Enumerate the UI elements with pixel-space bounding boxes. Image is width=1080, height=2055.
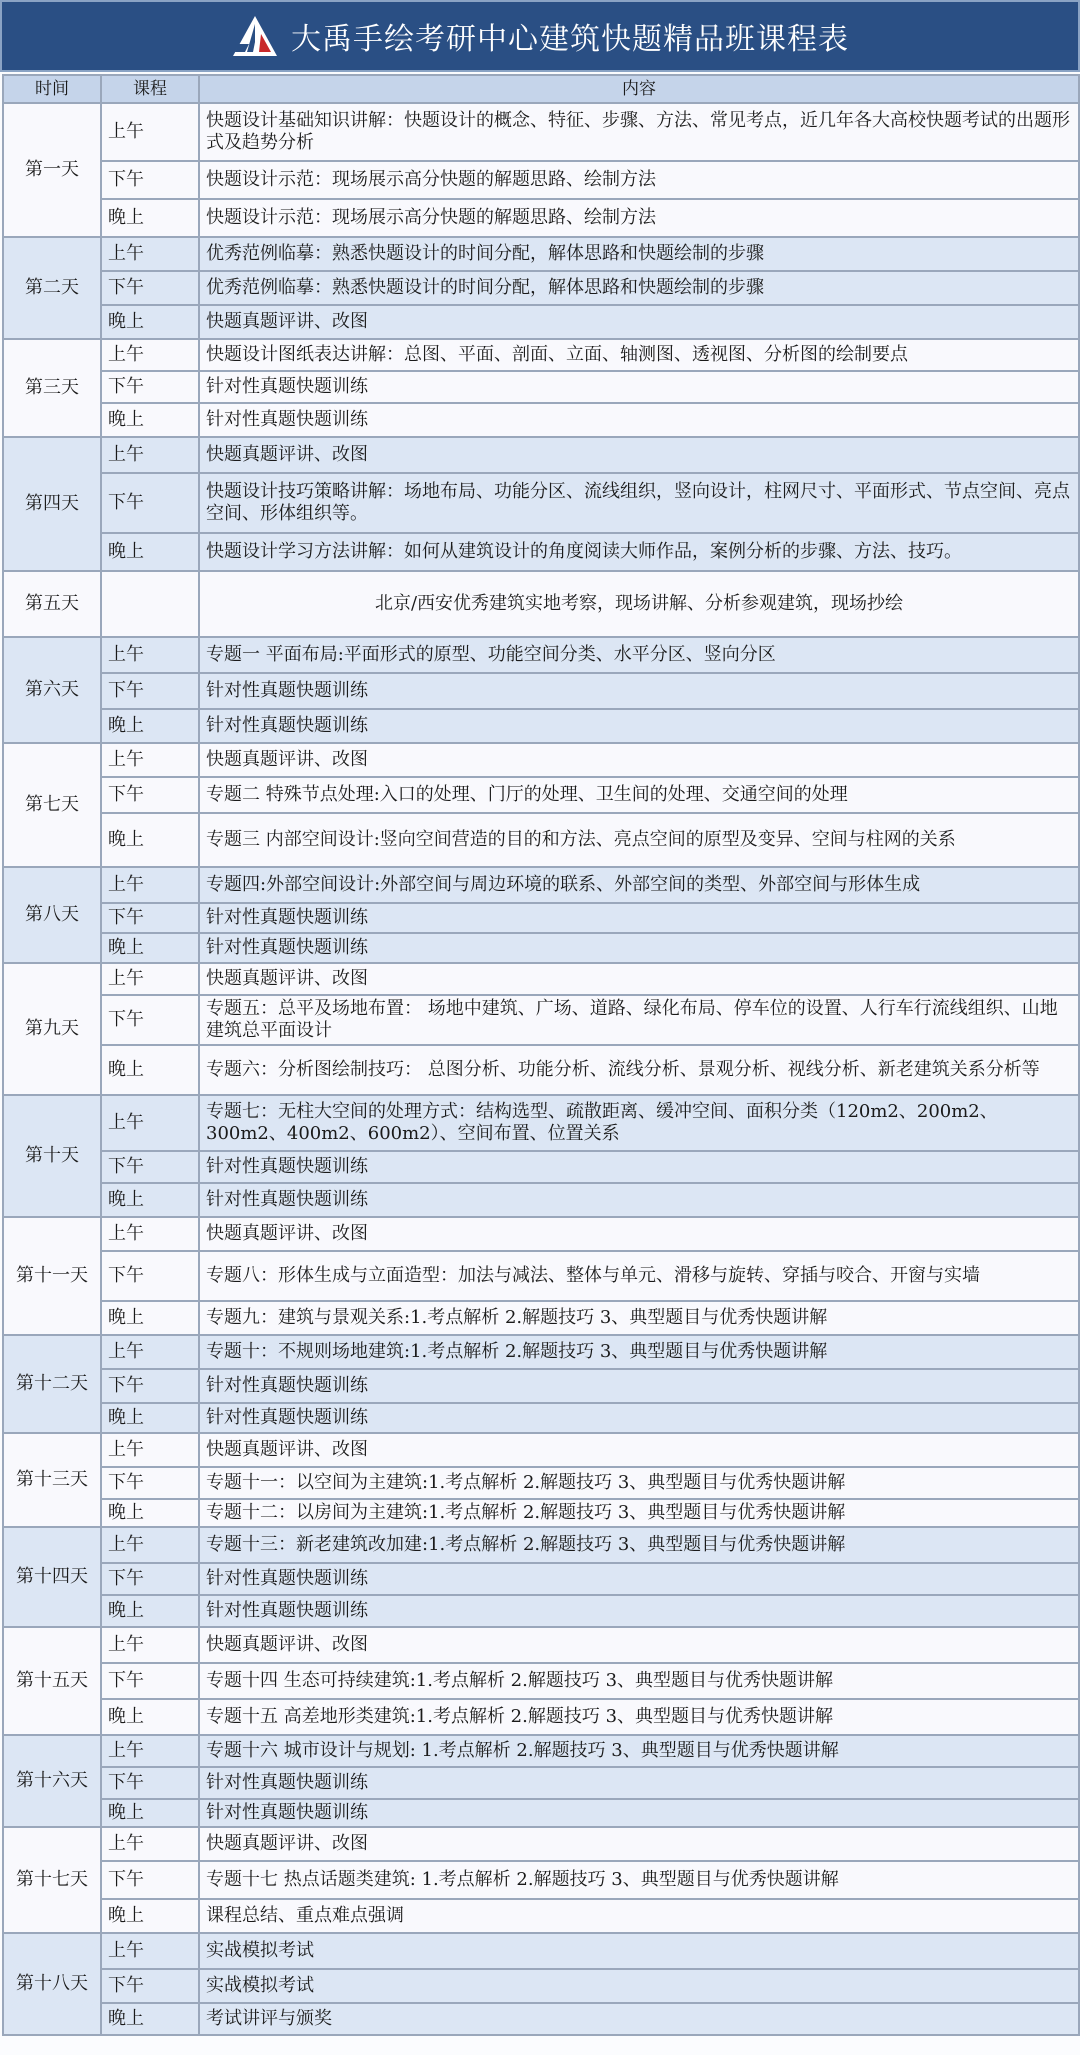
table-row — [3, 709, 1079, 743]
table-row — [3, 903, 1079, 933]
table-row — [3, 271, 1079, 305]
table-row — [3, 1301, 1079, 1335]
table-row — [3, 743, 1079, 777]
dayu-logo-icon — [231, 14, 279, 58]
day-cell: 第十四天 — [3, 1527, 101, 1627]
content-cell: 北京/西安优秀建筑实地考察，现场讲解、分析参观建筑，现场抄绘 — [199, 571, 1079, 637]
day-cell: 第十七天 — [3, 1827, 101, 1933]
period-cell: 下午 — [101, 1969, 199, 2003]
period-cell: 上午 — [101, 437, 199, 473]
table-row — [3, 339, 1079, 371]
period-cell: 上午 — [101, 103, 199, 161]
day-cell: 第七天 — [3, 743, 101, 867]
content-cell: 针对性真题快题训练 — [199, 403, 1079, 437]
column-header-time: 时间 — [3, 75, 101, 103]
column-header-course: 课程 — [101, 75, 199, 103]
table-row — [3, 1799, 1079, 1827]
day-cell: 第十三天 — [3, 1433, 101, 1527]
content-cell: 专题一 平面布局:平面形式的原型、功能空间分类、水平分区、竖向分区 — [199, 637, 1079, 673]
period-cell: 晚上 — [101, 1595, 199, 1627]
table-row — [3, 1467, 1079, 1499]
table-row — [3, 103, 1079, 161]
period-cell: 下午 — [101, 1563, 199, 1595]
content-cell: 针对性真题快题训练 — [199, 673, 1079, 709]
table-row — [3, 2003, 1079, 2035]
table-header-row — [3, 75, 1079, 103]
content-cell: 针对性真题快题训练 — [199, 1595, 1079, 1627]
period-cell: 晚上 — [101, 1699, 199, 1735]
table-row — [3, 673, 1079, 709]
table-row — [3, 305, 1079, 339]
period-cell: 上午 — [101, 1433, 199, 1467]
content-cell: 专题十六 城市设计与规划: 1.考点解析 2.解题技巧 3、典型题目与优秀快题讲解 — [199, 1735, 1079, 1767]
content-cell: 针对性真题快题训练 — [199, 1563, 1079, 1595]
day-cell: 第十二天 — [3, 1335, 101, 1433]
day-cell: 第十六天 — [3, 1735, 101, 1827]
content-cell: 专题八：形体生成与立面造型：加法与减法、整体与单元、滑移与旋转、穿插与咬合、开窗与实墙 — [199, 1251, 1079, 1301]
table-row — [3, 1369, 1079, 1403]
table-row — [3, 1251, 1079, 1301]
period-cell: 晚上 — [101, 813, 199, 867]
table-row — [3, 1969, 1079, 2003]
table-row — [3, 933, 1079, 963]
day-cell: 第八天 — [3, 867, 101, 963]
content-cell: 针对性真题快题训练 — [199, 903, 1079, 933]
period-cell: 晚上 — [101, 403, 199, 437]
content-cell: 实战模拟考试 — [199, 1969, 1079, 2003]
content-cell: 快题设计示范：现场展示高分快题的解题思路、绘制方法 — [199, 161, 1079, 199]
day-cell: 第十天 — [3, 1095, 101, 1217]
day-cell: 第九天 — [3, 963, 101, 1095]
content-cell: 针对性真题快题训练 — [199, 1767, 1079, 1799]
period-cell: 晚上 — [101, 305, 199, 339]
period-cell: 下午 — [101, 995, 199, 1045]
content-cell: 专题十五 高差地形类建筑:1.考点解析 2.解题技巧 3、典型题目与优秀快题讲解 — [199, 1699, 1079, 1735]
table-row — [3, 437, 1079, 473]
table-row — [3, 1827, 1079, 1861]
content-cell: 专题十：不规则场地建筑:1.考点解析 2.解题技巧 3、典型题目与优秀快题讲解 — [199, 1335, 1079, 1369]
content-cell: 专题十一：以空间为主建筑:1.考点解析 2.解题技巧 3、典型题目与优秀快题讲解 — [199, 1467, 1079, 1499]
content-cell: 快题真题评讲、改图 — [199, 1433, 1079, 1467]
content-cell: 专题十二：以房间为主建筑:1.考点解析 2.解题技巧 3、典型题目与优秀快题讲解 — [199, 1499, 1079, 1527]
table-row — [3, 1735, 1079, 1767]
period-cell: 下午 — [101, 1467, 199, 1499]
period-cell: 晚上 — [101, 1301, 199, 1335]
content-cell: 专题四:外部空间设计:外部空间与周边环境的联系、外部空间的类型、外部空间与形体生成 — [199, 867, 1079, 903]
table-row — [3, 995, 1079, 1045]
period-cell: 上午 — [101, 1095, 199, 1151]
period-cell: 下午 — [101, 1369, 199, 1403]
period-cell: 上午 — [101, 1335, 199, 1369]
period-cell: 下午 — [101, 1151, 199, 1183]
content-cell: 快题设计基础知识讲解：快题设计的概念、特征、步骤、方法、常见考点，近几年各大高校快题考试的出题形式及趋势分析 — [199, 103, 1079, 161]
content-cell: 快题真题评讲、改图 — [199, 437, 1079, 473]
table-row — [3, 1767, 1079, 1799]
table-row — [3, 1335, 1079, 1369]
content-cell: 针对性真题快题训练 — [199, 1369, 1079, 1403]
day-cell: 第六天 — [3, 637, 101, 743]
content-cell: 针对性真题快题训练 — [199, 1403, 1079, 1433]
table-row — [3, 1699, 1079, 1735]
table-row — [3, 1045, 1079, 1095]
table-row — [3, 403, 1079, 437]
table-row — [3, 199, 1079, 237]
content-cell: 专题五：总平及场地布置： 场地中建筑、广场、道路、绿化布局、停车位的设置、人行车行流线组织、山地建筑总平面设计 — [199, 995, 1079, 1045]
period-cell: 上午 — [101, 1735, 199, 1767]
content-cell: 课程总结、重点难点强调 — [199, 1899, 1079, 1933]
day-cell: 第五天 — [3, 571, 101, 637]
header-banner — [0, 0, 1080, 72]
content-cell: 专题三 内部空间设计:竖向空间营造的目的和方法、亮点空间的原型及变异、空间与柱网的关系 — [199, 813, 1079, 867]
table-row — [3, 1899, 1079, 1933]
table-row — [3, 371, 1079, 403]
content-cell: 快题设计示范：现场展示高分快题的解题思路、绘制方法 — [199, 199, 1079, 237]
period-cell: 上午 — [101, 963, 199, 995]
period-cell: 下午 — [101, 271, 199, 305]
content-cell: 快题设计图纸表达讲解：总图、平面、剖面、立面、轴测图、透视图、分析图的绘制要点 — [199, 339, 1079, 371]
day-cell: 第三天 — [3, 339, 101, 437]
period-cell: 晚上 — [101, 1899, 199, 1933]
content-cell: 快题真题评讲、改图 — [199, 305, 1079, 339]
page-title: 大禹手绘考研中心建筑快题精品班课程表 — [291, 22, 849, 57]
period-cell: 上午 — [101, 1827, 199, 1861]
period-cell: 下午 — [101, 1251, 199, 1301]
content-cell: 优秀范例临摹：熟悉快题设计的时间分配，解体思路和快题绘制的步骤 — [199, 237, 1079, 271]
content-cell: 快题真题评讲、改图 — [199, 1827, 1079, 1861]
content-cell: 实战模拟考试 — [199, 1933, 1079, 1969]
period-cell: 晚上 — [101, 1499, 199, 1527]
day-cell: 第十八天 — [3, 1933, 101, 2035]
period-cell: 上午 — [101, 1527, 199, 1563]
table-row — [3, 1183, 1079, 1217]
table-row — [3, 473, 1079, 533]
period-cell: 下午 — [101, 673, 199, 709]
period-cell: 下午 — [101, 161, 199, 199]
content-cell: 专题九：建筑与景观关系:1.考点解析 2.解题技巧 3、典型题目与优秀快题讲解 — [199, 1301, 1079, 1335]
content-cell: 针对性真题快题训练 — [199, 371, 1079, 403]
table-row — [3, 777, 1079, 813]
content-cell: 快题设计学习方法讲解：如何从建筑设计的角度阅读大师作品，案例分析的步骤、方法、技巧。 — [199, 533, 1079, 571]
content-cell: 专题十四 生态可持续建筑:1.考点解析 2.解题技巧 3、典型题目与优秀快题讲解 — [199, 1663, 1079, 1699]
content-cell: 快题真题评讲、改图 — [199, 743, 1079, 777]
table-row — [3, 237, 1079, 271]
period-cell: 晚上 — [101, 199, 199, 237]
table-row — [3, 1433, 1079, 1467]
content-cell: 快题真题评讲、改图 — [199, 963, 1079, 995]
table-row — [3, 1151, 1079, 1183]
content-cell: 针对性真题快题训练 — [199, 933, 1079, 963]
table-row — [3, 1095, 1079, 1151]
table-row — [3, 1627, 1079, 1663]
table-row — [3, 963, 1079, 995]
period-cell: 上午 — [101, 1627, 199, 1663]
day-cell: 第十五天 — [3, 1627, 101, 1735]
content-cell: 快题真题评讲、改图 — [199, 1217, 1079, 1251]
content-cell: 针对性真题快题训练 — [199, 709, 1079, 743]
period-cell: 晚上 — [101, 1403, 199, 1433]
content-cell: 针对性真题快题训练 — [199, 1183, 1079, 1217]
period-cell: 下午 — [101, 371, 199, 403]
table-row — [3, 533, 1079, 571]
table-row — [3, 813, 1079, 867]
period-cell: 下午 — [101, 1861, 199, 1899]
period-cell — [101, 571, 199, 637]
table-row — [3, 637, 1079, 673]
day-cell: 第十一天 — [3, 1217, 101, 1335]
period-cell: 晚上 — [101, 1799, 199, 1827]
schedule-table — [2, 74, 1080, 2036]
table-row — [3, 1403, 1079, 1433]
content-cell: 专题十三：新老建筑改加建:1.考点解析 2.解题技巧 3、典型题目与优秀快题讲解 — [199, 1527, 1079, 1563]
period-cell: 晚上 — [101, 533, 199, 571]
table-row — [3, 867, 1079, 903]
content-cell: 优秀范例临摹：熟悉快题设计的时间分配，解体思路和快题绘制的步骤 — [199, 271, 1079, 305]
table-row — [3, 1663, 1079, 1699]
period-cell: 下午 — [101, 777, 199, 813]
content-cell: 针对性真题快题训练 — [199, 1151, 1079, 1183]
table-row — [3, 1527, 1079, 1563]
period-cell: 上午 — [101, 1217, 199, 1251]
content-cell: 专题十七 热点话题类建筑: 1.考点解析 2.解题技巧 3、典型题目与优秀快题讲解 — [199, 1861, 1079, 1899]
day-cell: 第一天 — [3, 103, 101, 237]
content-cell: 专题二 特殊节点处理:入口的处理、门厅的处理、卫生间的处理、交通空间的处理 — [199, 777, 1079, 813]
period-cell: 上午 — [101, 867, 199, 903]
period-cell: 下午 — [101, 903, 199, 933]
table-row — [3, 1217, 1079, 1251]
table-row — [3, 161, 1079, 199]
period-cell: 晚上 — [101, 709, 199, 743]
table-row — [3, 1499, 1079, 1527]
content-cell: 针对性真题快题训练 — [199, 1799, 1079, 1827]
content-cell: 专题六：分析图绘制技巧： 总图分析、功能分析、流线分析、景观分析、视线分析、新老建筑关系分析等 — [199, 1045, 1079, 1095]
day-cell: 第四天 — [3, 437, 101, 571]
period-cell: 下午 — [101, 1663, 199, 1699]
content-cell: 快题真题评讲、改图 — [199, 1627, 1079, 1663]
content-cell: 快题设计技巧策略讲解：场地布局、功能分区、流线组织，竖向设计，柱网尺寸、平面形式、节点空间、亮点空间、形体组织等。 — [199, 473, 1079, 533]
period-cell: 上午 — [101, 237, 199, 271]
column-header-content: 内容 — [199, 75, 1079, 103]
table-row — [3, 1933, 1079, 1969]
period-cell: 晚上 — [101, 1045, 199, 1095]
table-row — [3, 1861, 1079, 1899]
period-cell: 上午 — [101, 1933, 199, 1969]
period-cell: 下午 — [101, 473, 199, 533]
table-row — [3, 1595, 1079, 1627]
content-cell: 专题七：无柱大空间的处理方式：结构选型、疏散距离、缓冲空间、面积分类（120m2、200m2、300m2、400m2、600m2）、空间布置、位置关系 — [199, 1095, 1079, 1151]
period-cell: 下午 — [101, 1767, 199, 1799]
period-cell: 晚上 — [101, 2003, 199, 2035]
table-row — [3, 1563, 1079, 1595]
content-cell: 考试讲评与颁奖 — [199, 2003, 1079, 2035]
period-cell: 晚上 — [101, 933, 199, 963]
period-cell: 上午 — [101, 637, 199, 673]
period-cell: 上午 — [101, 743, 199, 777]
period-cell: 晚上 — [101, 1183, 199, 1217]
table-row — [3, 571, 1079, 637]
day-cell: 第二天 — [3, 237, 101, 339]
period-cell: 上午 — [101, 339, 199, 371]
